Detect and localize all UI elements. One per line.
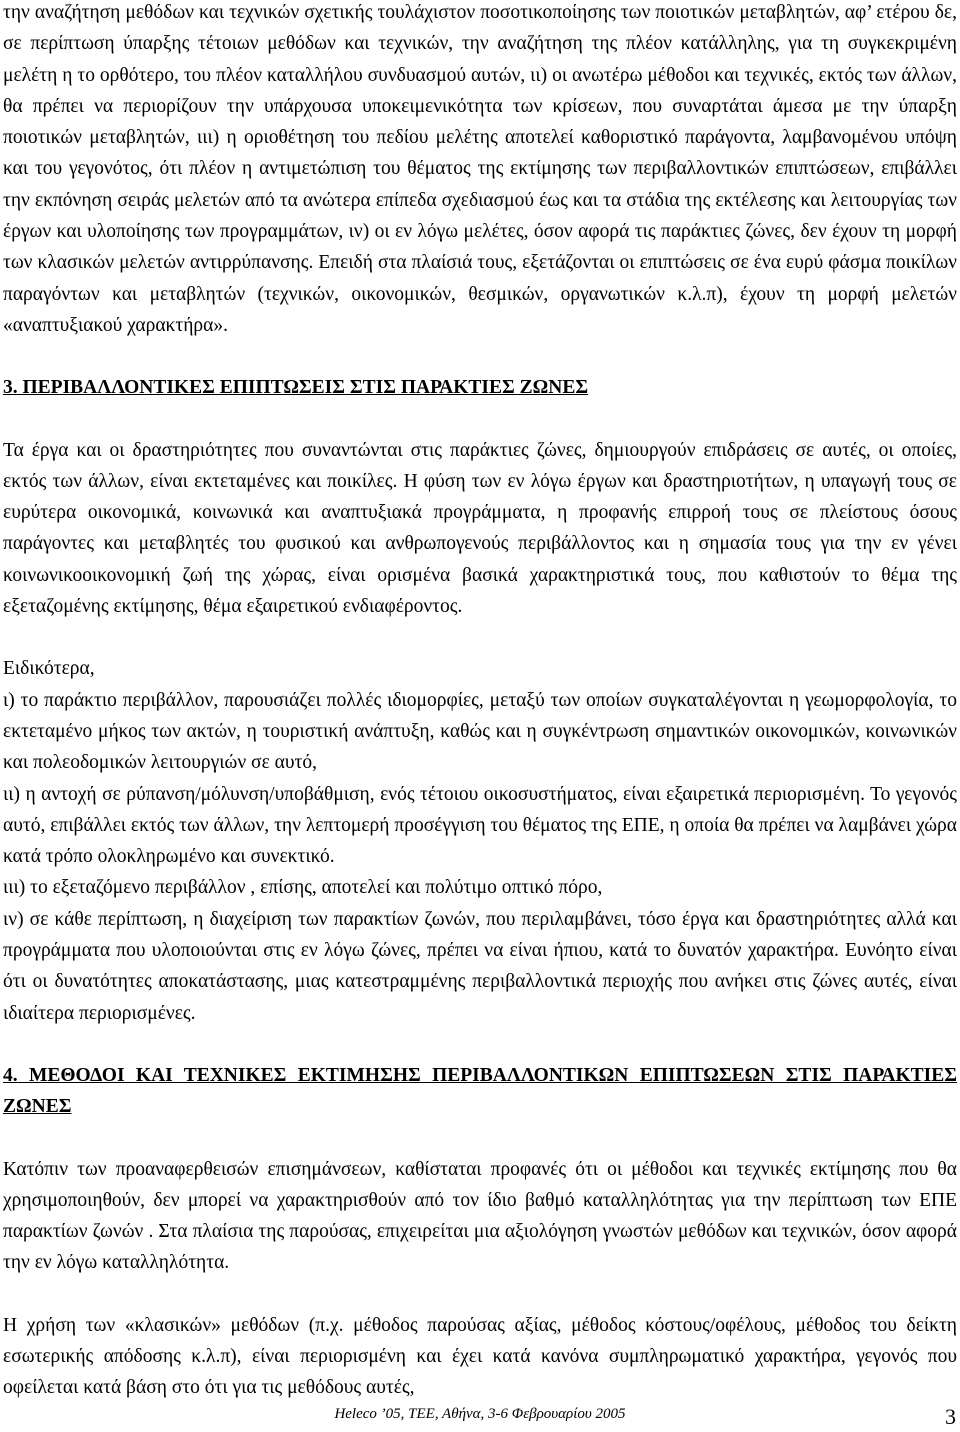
page-footer: Heleco ’05, ΤΕΕ, Αθήνα, 3-6 Φεβρουαρίου 2005 bbox=[334, 1406, 626, 1422]
section-3-paragraph-1: Τα έργα και οι δραστηριότητες που συναντώνται στις παράκτιες ζώνες, δημιουργούν επιδράσεις σε αυτές, οι οποίες, εκτός των άλλων, είναι εκτεταμένες και ποικίλες. Η φύση των εν λόγω έργων και δραστηριοτήτων, η υπαγωγή τους σε ευρύτερα οικονομικά, κοινωνικά και αναπτυξιακά προγράμματα, η προφανής επιρροή τους σε πλείστους όσους παράγοντες και μεταβλητές του φυσικού και ανθρωπογενούς περιβάλλοντος και η σημασία τους για την εν γένει κοινωνικοοικονομική ζωή της χώρας, είναι ορισμένα βασικά χαρακτηριστικά τους, που καθιστούν το θέμα της εξεταζομένης εκτίμησης, θέμα εξαιρετικού ενδιαφέροντος. bbox=[3, 439, 957, 618]
section-3-heading bbox=[3, 372, 957, 403]
section-4-number: 4. bbox=[3, 1064, 18, 1086]
document-body bbox=[3, 0, 957, 1404]
section-3-item-ii: ιι) η αντοχή σε ρύπανση/μόλυνση/υποβάθμιση, ενός τέτοιου οικοσυστήματος, είναι εξαιρετικά περιορισμένη. Το γεγονός αυτό, επιβάλλει εκτός των άλλων, την λεπτομερή προσέγγιση του θέματος της ΕΠΕ, η οποία θα πρέπει να λαμβάνει χώρα κατά τρόπο ολοκληρωμένο και συνεκτικό. bbox=[3, 783, 957, 868]
section-4-paragraph-1: Κατόπιν των προαναφερθεισών επισημάνσεων, καθίσταται προφανές ότι οι μέθοδοι και τεχνικές εκτίμησης που θα χρησιμοποιηθούν, δεν μπορεί να χαρακτηρισθούν από τον ίδιο βαθμό καταλληλότητας για την περίπτωση των ΕΠΕ παρακτίων ζωνών . Στα πλαίσια της παρούσας, επιχειρείται μια αξιολόγηση γνωστών μεθόδων και τεχνικών, όσον αφορά την εν λόγω καταλληλότητα. bbox=[3, 1158, 957, 1274]
section-4-paragraph-2: Η χρήση των «κλασικών» μεθόδων (π.χ. μέθοδος παρούσας αξίας, μέθοδος κόστους/οφέλους, μέθοδος του δείκτη εσωτερικής απόδοσης κ.λ.π), είναι περιορισμένη και έχει κατά κανόνα συμπληρωματικό χαρακτήρα, γεγονός που οφείλεται κατά βάση στο ότι για τις μεθόδους αυτές, bbox=[3, 1314, 957, 1399]
section-3-item-iv: ιν) σε κάθε περίπτωση, η διαχείριση των παρακτίων ζωνών, που περιλαμβάνει, τόσο έργα και δραστηριότητες αλλά και προγράμματα που υλοποιούνται στις εν λόγω ζώνες, πρέπει να είναι ήπιου, κατά το δυνατόν χαρακτήρα. Ευνόητο είναι ότι οι δυνατότητες αποκατάστασης, μιας κατεστραμμένης περιβαλλοντικά περιοχής που ανήκει στις ζώνες αυτές, είναι ιδιαίτερα περιορισμένες. bbox=[3, 908, 957, 1024]
page-number: 3 bbox=[945, 1404, 956, 1429]
section-4-heading bbox=[3, 1060, 957, 1123]
section-3-item-i: ι) το παράκτιο περιβάλλον, παρουσιάζει πολλές ιδιομορφίες, μεταξύ των οποίων συγκαταλέγονται η γεωμορφολογία, το εκτεταμένο μήκος των ακτών, η τουριστική ανάπτυξη, καθώς και η συγκέντρωση σημαντικών οικονομικών, κοινωνικών και πολεοδομικών λειτουργιών σε αυτό, bbox=[3, 689, 957, 774]
intro-paragraph: την αναζήτηση μεθόδων και τεχνικών σχετικής τουλάχιστον ποσοτικοποίησης των ποιοτικών μεταβλητών, αφ’ ετέρου δε, σε περίπτωση ύπαρξης τέτοιων μεθόδων και τεχνικών, την αναζήτηση της πλέον κατάλληλης, για τη συγκεκριμένη μελέτη η το ορθότερο, του πλέον καταλλήλου συνδυασμού αυτών, ιι) οι ανωτέρω μέθοδοι και τεχνικές, εκτός των άλλων, θα πρέπει να περιορίζουν την υπάρχουσα υποκειμενικότητα των κρίσεων, που συναρτάται άμεσα με την ύπαρξη ποιοτικών μεταβλητών, ιιι) η οριοθέτηση του πεδίου μελέτης αποτελεί καθοριστικό παράγοντα, λαμβανομένου υπόψη και του γεγονότος, ότι πλέον η αντιμετώπιση του θέματος της εκτίμησης των περιβαλλοντικών επιπτώσεων, επιβάλλει την εκπόνηση σειράς μελετών από τα ανώτερα επίπεδα σχεδιασμού έως και τα στάδια της εκτέλεσης και λειτουργίας των έργων και υλοποίησης των προγραμμάτων, ιν) οι εν λόγω μελέτες, όσον αφορά τις παράκτιες ζώνες, δεν έχουν τη μορφή των κλασικών μελετών αντιρρύπανσης. Επειδή στα πλαίσιά τους, εξετάζονται οι επιπτώσεις σε ένα ευρύ φάσμα ποικίλων παραγόντων και μεταβλητών (τεχνικών, οικονομικών, θεσμικών, οργανωτικών κ.λ.π), έχουν τη μορφή μελετών «αναπτυξιακού χαρακτήρα». bbox=[3, 2, 957, 336]
section-3-number: 3. bbox=[3, 377, 18, 399]
section-3-item-iii: ιιι) το εξεταζόμενο περιβάλλον , επίσης, αποτελεί και πολύτιμο οπτικό πόρο, bbox=[3, 877, 603, 899]
section-3-title: ΠΕΡΙΒΑΛΛΟΝΤΙΚΕΣ ΕΠΙΠΤΩΣΕΙΣ ΣΤΙΣ ΠΑΡΑΚΤΙΕΣ ΖΩΝΕΣ bbox=[22, 377, 589, 399]
section-3-lead: Ειδικότερα, bbox=[3, 658, 95, 680]
section-4-title: ΜΕΘΟΔΟΙ ΚΑΙ ΤΕΧΝΙΚΕΣ ΕΚΤΙΜΗΣΗΣ ΠΕΡΙΒΑΛΛΟΝΤΙΚΩΝ ΕΠΙΠΤΩΣΕΩΝ ΣΤΙΣ ΠΑΡΑΚΤΙΕΣ ΖΩΝΕΣ bbox=[3, 1064, 958, 1118]
